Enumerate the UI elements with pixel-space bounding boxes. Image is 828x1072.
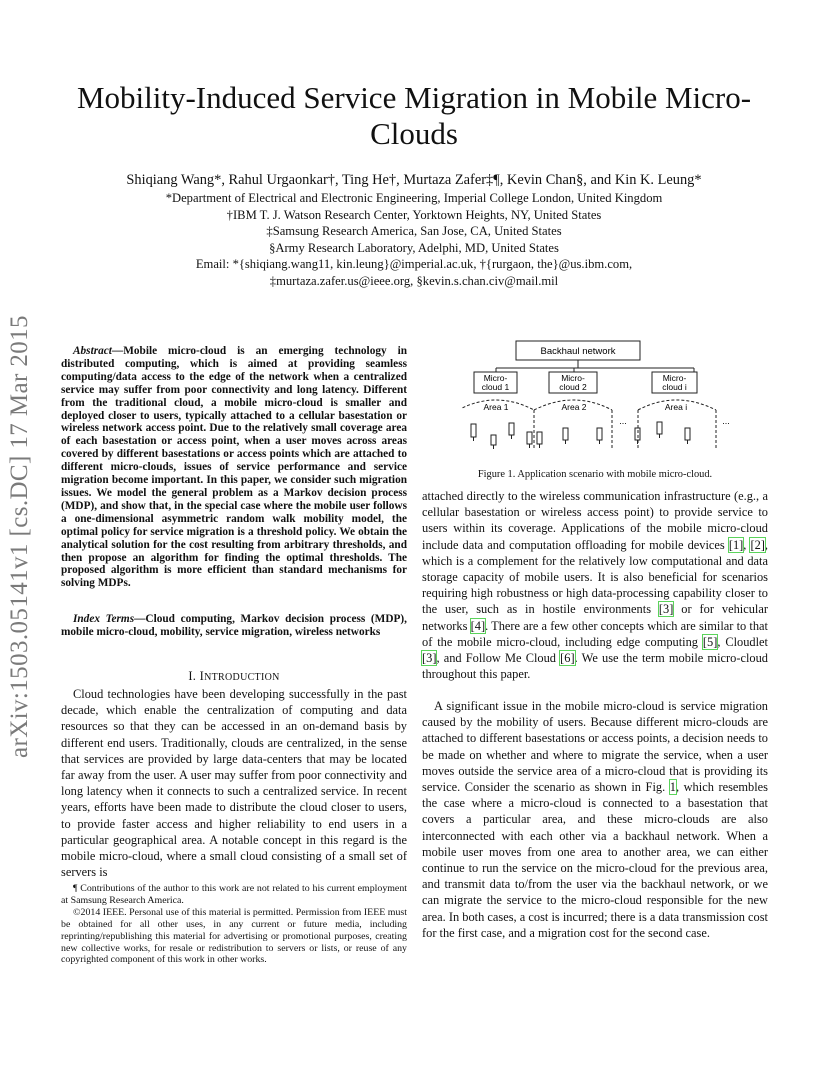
text-run: , (743, 537, 751, 552)
micro-cloud-2-label: cloud 2 (559, 382, 587, 392)
micro-cloud-i-label: Micro- (662, 373, 687, 383)
abstract-label: Abstract (73, 345, 112, 357)
arxiv-stamp: arXiv:1503.05141v1 [cs.DC] 17 Mar 2015 (6, 315, 33, 758)
section-number: I. (188, 669, 200, 683)
index-terms (61, 613, 407, 639)
affiliation-line: †IBM T. J. Watson Research Center, Yorktown Heights, NY, United States (226, 207, 602, 222)
author-list: Shiqiang Wang*, Rahul Urgaonkar†, Ting He†, Murtaza Zafer‡¶, Kevin Chan§, and Kin K. Leung* (126, 172, 702, 188)
index-terms-text: —Cloud computing, Markov decision process (MDP), mobile micro-cloud, mobility, service migration, wireless networks (61, 613, 407, 638)
affiliation-line: ‡Samsung Research America, San Jose, CA, United States (266, 224, 562, 239)
micro-cloud-1-label: Micro- (483, 373, 508, 383)
intro-paragraph: Cloud technologies have been developing successfully in the past decade, which enable the centralization of computing and data resources so that they can be accessed in an on-demand basis by different end users. Traditionally, clouds are centralized, in the sense that services are provided by large data-centers that may be located far away from the user. A user may suffer from poor connectivity and long latency when it connects to such a centralized service. In recent years, efforts have been made to distribute the cloud closer to users, to provide faster access and higher reliability to end users in a particular geographical area. A notable concept in this regard is the mobile micro-cloud, where a small cloud consisting of a small set of servers is (61, 687, 407, 880)
text-run: , Cloudlet (717, 634, 768, 649)
text-run: . We use the term mobile micro-cloud throughout this paper. (422, 651, 768, 682)
micro-cloud-1-label: cloud 1 (481, 382, 510, 392)
text-run: , and Follow Me Cloud (436, 651, 561, 666)
citation-link-3[interactable]: [3] (658, 602, 674, 617)
backhaul-label: Backhaul network (540, 346, 616, 357)
abstract (61, 345, 407, 590)
citation-link-3b[interactable]: [3] (422, 651, 437, 666)
text-run: , which is a complement for the relatively low computational and data storage capacity of mobile users. It is also beneficial for scenarios requiring high robustness or high data-processing capability closer to the user, such as in hostile environments (422, 537, 769, 617)
index-terms-label: Index Terms (73, 613, 135, 625)
affiliation-line: *Department of Electrical and Electronic Engineering, Imperial College London, United Kingdom (165, 191, 663, 205)
paper-title: Mobility-Induced Service Migration in Mobile Micro-Clouds (76, 80, 752, 151)
abstract-text: —Mobile micro-cloud is an emerging technology in distributed computing, which is aimed at providing seamless computing/data access to the edge of the network when a centralized service may suffer from poor connectivity and long latency. Different from the traditional cloud, a mobile micro-cloud is smaller and deployed closer to users, typically attached to a cellular basestation or wireless network access point. Due to the relatively small coverage area of each basestation or access point, when a user moves across areas covered by different basestations or access points which are attached to different micro-clouds, issues of service performance and service migration become important. In this paper, we consider such migration issues. We model the general problem as a Markov decision process (MDP), and show that, in the special case where the mobile user follows a one-dimensional asymmetric random walk mobility model, the optimal policy for service migration is a threshold policy. We obtain the analytical solution for the cost resulting from arbitrary thresholds, and then propose an algorithm for finding the optimal thresholds. The proposed algorithm is more efficient than standard mechanisms for solving MDPs. (61, 345, 407, 590)
figure-1-caption: Figure 1. Application scenario with mobile micro-cloud. (477, 469, 713, 480)
area-2-label: Area 2 (561, 402, 587, 412)
email-line: Email: *{shiqiang.wang11, kin.leung}@imperial.ac.uk, †{rurgaon, the}@us.ibm.com, (195, 257, 633, 272)
citation-link-4[interactable]: [4] (470, 618, 486, 633)
area-1-label: Area 1 (483, 402, 509, 412)
right-paragraph-2 (422, 698, 768, 941)
section-title-rest: NTRODUCTION (204, 672, 280, 683)
right-paragraph-1 (422, 488, 768, 682)
mobile-devices (471, 422, 690, 449)
section-heading-introduction (61, 669, 407, 684)
text-run: A significant issue in the mobile micro-cloud is service migration caused by the mobility of users. Because different micro-clouds are attached to different basestations or access points, a decision needs to be made on whether and where to migrate the service, when a user moves outside the service area of a micro-cloud that is providing its service. Consider the scenario as shown in Fig. (422, 699, 768, 795)
section-title-initial: I (199, 669, 205, 683)
citation-link-2[interactable]: [2] (750, 537, 765, 552)
text-run: . There are a few other concepts which are similar to that of the mobile micro-cloud, including edge computing (422, 618, 768, 649)
micro-cloud-2-label: Micro- (561, 373, 585, 383)
affiliations (60, 190, 768, 290)
citation-link-1[interactable]: [1] (728, 537, 744, 552)
footnote-affiliation: ¶ Contributions of the author to this work are not related to his current employment at Samsung Research America. (61, 883, 407, 906)
citation-link-5[interactable]: [5] (702, 634, 718, 649)
footnote-copyright: ©2014 IEEE. Personal use of this material is permitted. Permission from IEEE must be obtained for all other uses, in any current or future media, including reprinting/republishing this material for advertising or promotional purposes, creating new collective works, for resale or redistribution to servers or lists, or reuse of any copyrighted component of this work in other works. (61, 906, 407, 966)
affiliation-line: §Army Research Laboratory, Adelphi, MD, United States (269, 240, 559, 255)
figure-link-1[interactable]: 1 (669, 780, 676, 795)
footnotes (61, 883, 407, 966)
figure-1-diagram (462, 340, 762, 460)
email-line: ‡murtaza.zafer.us@ieee.org, §kevin.s.chan.civ@mail.mil (269, 273, 559, 288)
micro-cloud-i-label: cloud i (662, 382, 687, 392)
ellipsis-middle: ... (619, 416, 627, 426)
area-i-label: Area i (664, 402, 688, 412)
citation-link-6[interactable]: [6] (560, 651, 575, 666)
ellipsis-right: ... (722, 416, 730, 426)
text-run: attached directly to the wireless communication infrastructure (e.g., a cellular basestation or wireless access point) to provide service to users within its coverage. Applications of the mobile micro-cloud include data and computation offloading for mobile devices (422, 489, 768, 552)
area-boundaries (462, 410, 716, 450)
text-run: , which resembles the case where a micro-cloud is connected to a basestation that covers a particular area, and these micro-clouds are also interconnected with each other via a backhaul network. When a mobile user moves from one area to another area, we can either continue to run the service on the micro-cloud for the previous area, and transmit data to/from the user via the backhaul network, or we can migrate the service to the micro-cloud responsible for the new area. In both cases, a cost is incurred; there is a data transmission cost for the first case, and a migration cost for the second case. (422, 780, 768, 940)
text-run: or for vehicular networks (422, 602, 768, 633)
backhaul-links (496, 360, 694, 372)
